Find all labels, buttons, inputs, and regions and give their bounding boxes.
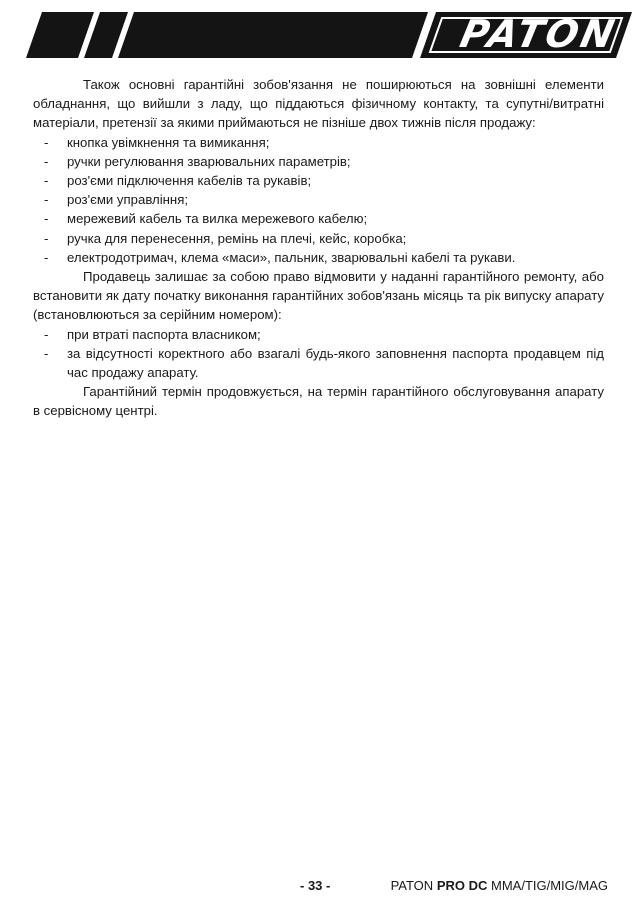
list-dash: - — [44, 326, 49, 342]
paton-logo: PATON — [456, 12, 621, 56]
paragraph-seller-rights: Продавець залишає за собою право відмовити у наданні гарантійного ремонту, або встановити як дату початку виконання гарантійних зобов'язань місяць та рік випуску апарату (встановлюються за серійним номером): — [33, 269, 604, 323]
product-name: PATON PRO DC MMA/TIG/MIG/MAG — [390, 878, 608, 893]
page-footer — [0, 876, 640, 896]
paragraph-exclusions: Також основні гарантійні зобов'язання не поширюються на зовнішні елементи обладнання, що вийшли з ладу, що піддаються фізичному контакту, та супутні/витратні матеріали, претензії за якими приймаються не пізніше двох тижнів після продажу: — [33, 77, 604, 131]
list-item: - ручка для перенесення, ремінь на плечі, кейс, коробка; — [33, 229, 604, 248]
list-item: - електродотримач, клема «маси», пальник, зварювальні кабелі та рукави. — [33, 248, 604, 267]
page-number: - 33 - — [300, 878, 331, 893]
list-dash: - — [44, 153, 49, 169]
list-dash: - — [44, 345, 49, 361]
list-item: - ручки регулювання зварювальних параметрів; — [33, 152, 604, 171]
list-dash: - — [44, 211, 49, 227]
list-dash: - — [44, 230, 49, 246]
list-item: - мережевий кабель та вилка мережевого кабелю; — [33, 209, 604, 228]
list-item: - роз'єми підключення кабелів та рукавів; — [33, 171, 604, 190]
page-header — [0, 0, 640, 70]
list-dash: - — [44, 249, 49, 265]
list-item: - роз'єми управління; — [33, 190, 604, 209]
list-item: - за відсутності коректного або взагалі будь-якого заповнення паспорта продавцем під час продажу апарату. — [44, 345, 604, 381]
list-dash: - — [44, 134, 49, 150]
list-dash: - — [44, 173, 49, 189]
page-content — [33, 75, 604, 421]
exclusions-list — [33, 133, 604, 267]
list-item: - при втраті паспорта власником; — [33, 325, 604, 344]
paragraph-warranty-extension: Гарантійний термін продовжується, на термін гарантійного обслуговування апарату в сервісному центрі. — [33, 384, 604, 419]
list-item: - кнопка увімкнення та вимикання; — [33, 133, 604, 152]
conditions-list — [33, 325, 604, 383]
list-dash: - — [44, 192, 49, 208]
